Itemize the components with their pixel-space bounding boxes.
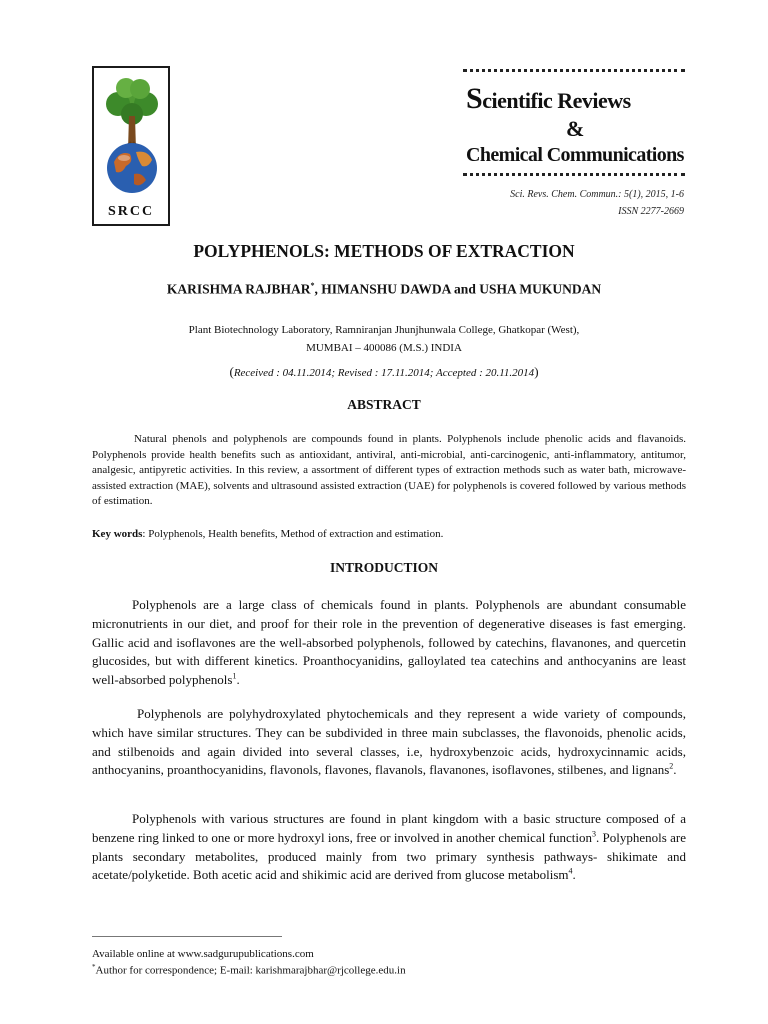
journal-name-initial: S	[466, 82, 483, 115]
dates-open-paren: (	[229, 364, 234, 379]
journal-citation: Sci. Revs. Chem. Commun.: 5(1), 2015, 1-6	[510, 189, 684, 200]
intro-p2-period: .	[673, 762, 677, 778]
authors-rest: , HIMANSHU DAWDA and USHA MUKUNDAN	[314, 281, 602, 297]
intro-p3a-text: Polyphenols with various structures are found in plant kingdom with a basic structure composed of a benzene ring linked to one or more hydroxyl ions, free or involved in another chemical function	[92, 811, 686, 845]
journal-issn: ISSN 2277-2669	[618, 206, 684, 217]
intro-p1-period: .	[236, 672, 240, 688]
author-1: KARISHMA RAJBHAR	[166, 281, 311, 297]
abstract-body	[92, 432, 686, 510]
journal-name-ampersand: &	[566, 116, 585, 141]
intro-p2-ref: 2	[669, 762, 674, 772]
abstract-text: Natural phenols and polyphenols are compounds found in plants. Polyphenols include phenolic acids and flavanoids. Polyphenols provide health benefits such as antioxidant, antiviral, anti-microbial, anti-carcinogenic, anti-inflammatory, antitumor, analgesic, antipyretic activities. In this review, a assortment of different types of extraction methods such as water bath, microwave-assisted extraction (MAE), solvents and ultrasound assisted extraction (UAE) for polyphenols is covered followed by various methods of estimation.	[92, 433, 686, 508]
intro-paragraph-1	[92, 596, 686, 690]
footnote-correspondence	[92, 963, 406, 977]
intro-p1-text: Polyphenols are a large class of chemicals found in plants. Polyphenols are abundant consumable micronutrients in our diet, and proof for their role in the prevention of degenerative diseases is fast emerging. Gallic acid and isoflavones are the well-absorbed polyphenols, followed by catechins, flavanones, and quercetin glucosides, but with different kinetics. Proanthocyanidins, galloylated tea catechins and anthocyanins are least well-absorbed polyphenols	[92, 597, 686, 688]
abstract-heading: ABSTRACT	[347, 397, 421, 412]
journal-name-line1: cientific Reviews	[482, 88, 631, 113]
tree-globe-icon	[96, 70, 168, 200]
footnote-author-mark: *	[92, 963, 96, 971]
footnote-rule	[92, 936, 282, 937]
introduction-heading: INTRODUCTION	[329, 560, 438, 575]
author-1-mark: *	[310, 281, 315, 290]
intro-p2-text: Polyphenols are polyhydroxylated phytochemicals and they represent a wide variety of compounds, which have similar structures. They can be subdivided in three main subclasses, the flavonoids, phenolic acids, and stilbenoids and again divided into several classes, i.e, hydroxybenzoic acids, hydroxycinnamic acids, anthocyanins, proanthocyanidins, flavonols, flavones, flavanols, flavanones, isoflavones, stilbenes, and lignans	[92, 706, 686, 778]
intro-paragraph-2	[92, 705, 686, 780]
keywords-label: Key words	[92, 528, 143, 540]
keywords-text: : Polyphenols, Health benefits, Method of extraction and estimation.	[142, 528, 444, 540]
intro-p3a-ref: 3	[591, 829, 596, 839]
dates-close-paren: )	[534, 364, 539, 379]
header-dotted-rule-top	[463, 69, 685, 72]
article-title: POLYPHENOLS: METHODS OF EXTRACTION	[193, 241, 575, 261]
intro-p3-period: .	[572, 867, 576, 883]
intro-p3b-ref: 4	[568, 867, 573, 877]
journal-name-line3: Chemical Communications	[466, 144, 684, 166]
footnote-correspondence-text: Author for correspondence; E-mail: karishmarajbhar@rjcollege.edu.in	[95, 964, 406, 977]
article-dates	[0, 364, 768, 380]
intro-p3b-text: . Polyphenols are plants secondary metabolites, produced mainly from two primary synthesis pathways- shikimate and acetate/polyketide. Both acetic acid and shikimic acid are derived from glucose metabolism	[92, 829, 686, 883]
intro-paragraph-3	[92, 810, 686, 885]
intro-p1-ref: 1	[232, 671, 237, 681]
footnote-available: Available online at www.sadgurupublications.com	[92, 948, 314, 960]
affiliation-line-1: Plant Biotechnology Laboratory, Ramniranjan Jhunjhunwala College, Ghatkopar (West),	[188, 324, 580, 336]
affiliation-line-2: MUMBAI – 400086 (M.S.) INDIA	[306, 342, 462, 354]
header-dotted-rule-bottom	[463, 173, 685, 176]
journal-logo	[92, 66, 170, 226]
logo-label: SRCC	[107, 204, 155, 219]
dates-text: Received : 04.11.2014; Revised : 17.11.2014; Accepted : 20.11.2014	[233, 367, 535, 379]
article-authors	[0, 281, 768, 298]
keywords	[92, 528, 686, 540]
journal-name	[466, 84, 688, 168]
